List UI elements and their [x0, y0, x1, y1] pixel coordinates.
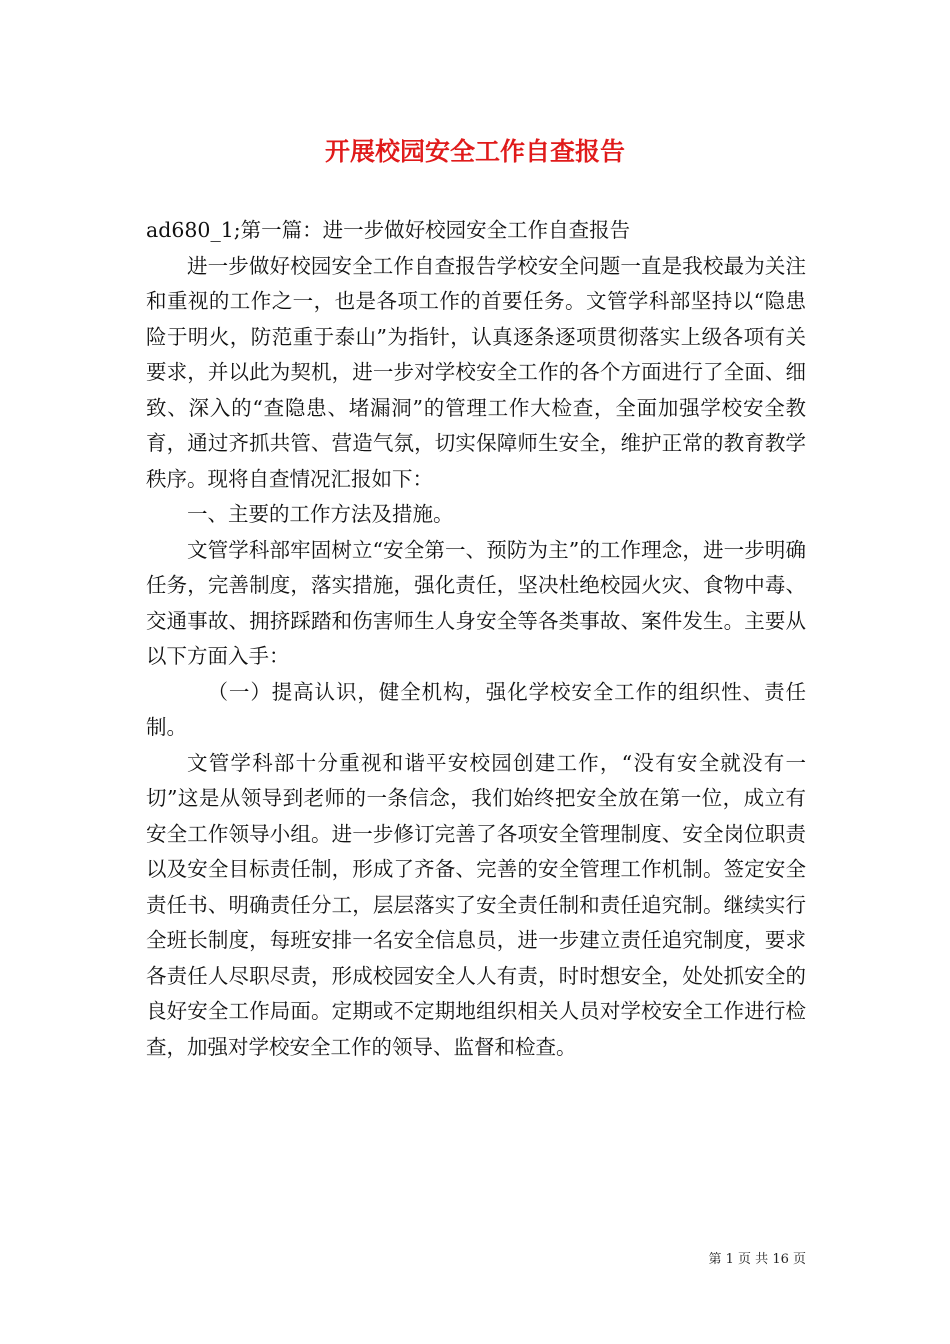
- document-title: 开展校园安全工作自查报告: [324, 137, 625, 166]
- page-number: 第 1 页 共 16 页: [708, 1252, 806, 1267]
- paragraph-organization: 文管学科部十分重视和谐平安校园创建工作，“没有安全就没有一切”这是从领导到老师的一条信念，我们始终把安全放在第一位，成立有安全工作领导小组。进一步修订完善了各项安全管理制度、安全岗位职责以及安全目标责任制，形成了齐备、完善的安全管理工作机制。签定安全责任书、明确责任分工，层层落实了安全责任制和责任追究制。继续实行全班长制度，每班安排一名安全信息员，进一步建立责任追究制度，要求各责任人尽职尽责，形成校园安全人人有责，时时想安全，处处抓安全的良好安全工作局面。定期或不定期地组织相关人员对学校安全工作进行检查，加强对学校安全工作的领导、监督和检查。: [146, 750, 806, 1059]
- paragraph-work-concept: 文管学科部牢固树立“安全第一、预防为主”的工作理念，进一步明确任务，完善制度，落实措施，强化责任，坚决杜绝校园火灾、食物中毒、交通事故、拥挤踩踏和伤害师生人身安全等各类事故、案件发生。主要从以下方面入手：: [146, 537, 806, 668]
- document-body: [146, 213, 806, 1065]
- section-heading: ad680_1;第一篇：进一步做好校园安全工作自查报告: [146, 218, 631, 242]
- paragraph-subheading-1: （一）提高认识，健全机构，强化学校安全工作的组织性、责任制。: [146, 679, 806, 739]
- paragraph-intro: 进一步做好校园安全工作自查报告学校安全问题一直是我校最为关注和重视的工作之一，也是各项工作的首要任务。文管学科部坚持以“隐患险于明火，防范重于泰山”为指针，认真逐条逐项贯彻落实上级各项有关要求，并以此为契机，进一步对学校安全工作的各个方面进行了全面、细致、深入的“查隐患、堵漏洞”的管理工作大检查，全面加强学校安全教育，通过齐抓共管、营造气氛，切实保障师生安全，维护正常的教育教学秩序。现将自查情况汇报如下：: [146, 253, 806, 491]
- paragraph-heading-methods: 一、主要的工作方法及措施。: [187, 502, 454, 526]
